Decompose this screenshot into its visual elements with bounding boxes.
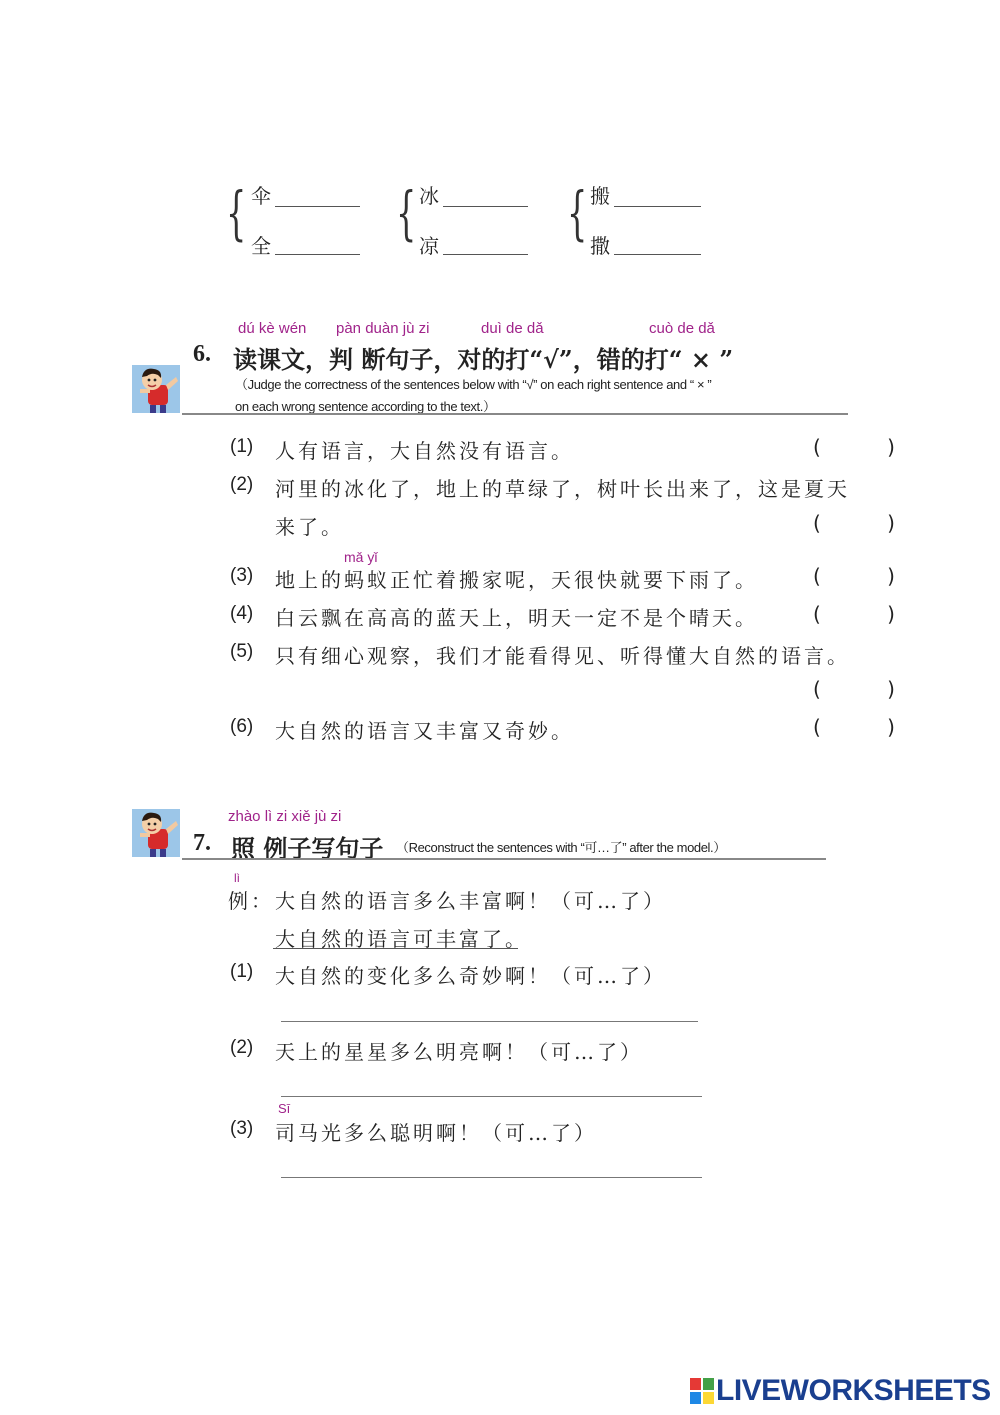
pinyin: cuò de dǎ [649, 320, 715, 337]
item-number: (1) [230, 961, 254, 982]
answer-box[interactable]: ( ) [813, 564, 925, 588]
question-text: 天上的星星多么明亮啊！（可…了） [275, 1040, 643, 1064]
pair-char-bottom: 全 [251, 234, 274, 258]
answer-box[interactable]: ( ) [813, 435, 925, 459]
example-text: 大自然的语言多么丰富啊！（可…了） [275, 889, 666, 913]
question-text: 河里的冰化了，地上的草绿了，树叶长出来了，这是夏天 [275, 477, 850, 501]
example-label: 例： [228, 889, 274, 913]
section-title: 照 例子写句子 [231, 834, 384, 863]
answer-blank[interactable] [614, 206, 701, 207]
section-number: 6. [193, 341, 211, 367]
pinyin: lì [234, 871, 240, 885]
pinyin: zhào lì zi xiě jù zi [228, 808, 342, 825]
answer-line[interactable] [281, 1021, 698, 1022]
item-number: (3) [230, 565, 254, 586]
left-brace: { [396, 179, 417, 247]
answer-line[interactable] [281, 1096, 702, 1097]
section-subtitle: （Reconstruct the sentences with “可…了” after the model.） [396, 840, 726, 855]
answer-box[interactable]: ( ) [813, 715, 925, 739]
item-number: (4) [230, 603, 254, 624]
answer-box[interactable]: ( ) [813, 602, 925, 626]
pair-char-bottom: 撒 [590, 234, 613, 258]
section-rule [182, 858, 826, 860]
pinyin: duì de dǎ [481, 320, 544, 337]
pair-char-top: 冰 [419, 184, 442, 208]
boy-mascot-icon [130, 363, 182, 415]
pinyin: pàn duàn jù zi [336, 320, 430, 337]
section-subtitle: on each wrong sentence according to the text.） [235, 399, 496, 414]
question-text: 只有细心观察，我们才能看得见、听得懂大自然的语言。 [275, 644, 850, 668]
item-number: (2) [230, 1037, 254, 1058]
item-number: (6) [230, 716, 254, 737]
answer-box[interactable]: ( ) [813, 677, 925, 701]
answer-line[interactable] [281, 1177, 702, 1178]
question-text: 白云飘在高高的蓝天上，明天一定不是个晴天。 [275, 606, 758, 630]
item-number: (2) [230, 474, 254, 495]
section-rule [182, 413, 848, 415]
section-subtitle: （Judge the correctness of the sentences below with “√” on each right sentence and “ × ” [235, 377, 712, 392]
answer-blank[interactable] [275, 254, 360, 255]
example-underline [273, 948, 518, 949]
question-text: 司马光多么聪明啊！（可…了） [275, 1121, 597, 1145]
left-brace: { [567, 179, 588, 247]
example-answer: 大自然的语言可丰富了。 [275, 927, 528, 951]
section-title: 读课文，判 断句子，对的打“√”，错的打“ × ” [233, 345, 734, 374]
question-text: 人有语言，大自然没有语言。 [275, 439, 574, 463]
question-text: 地上的蚂蚁正忙着搬家呢，天很快就要下雨了。 [275, 568, 758, 592]
question-text: 大自然的变化多么奇妙啊！（可…了） [275, 964, 666, 988]
liveworksheets-mark-icon [690, 1378, 714, 1404]
answer-box[interactable]: ( ) [813, 511, 925, 535]
pinyin: dú kè wén [238, 320, 307, 337]
answer-blank[interactable] [443, 254, 528, 255]
answer-blank[interactable] [443, 206, 528, 207]
answer-blank[interactable] [614, 254, 701, 255]
question-text-continued: 来了。 [275, 515, 344, 539]
pinyin: Sī [278, 1101, 291, 1116]
pair-char-top: 伞 [251, 184, 274, 208]
item-number: (1) [230, 436, 254, 457]
boy-mascot-icon [130, 807, 182, 859]
left-brace: { [226, 179, 247, 247]
item-number: (3) [230, 1118, 254, 1139]
pinyin: mǎ yǐ [344, 549, 378, 565]
item-number: (5) [230, 641, 254, 662]
question-text: 大自然的语言又丰富又奇妙。 [275, 719, 574, 743]
section-number: 7. [193, 830, 211, 856]
pair-char-bottom: 凉 [419, 234, 442, 258]
pair-char-top: 搬 [590, 184, 613, 208]
answer-blank[interactable] [275, 206, 360, 207]
liveworksheets-wordmark: LIVEWORKSHEETS [716, 1374, 991, 1407]
